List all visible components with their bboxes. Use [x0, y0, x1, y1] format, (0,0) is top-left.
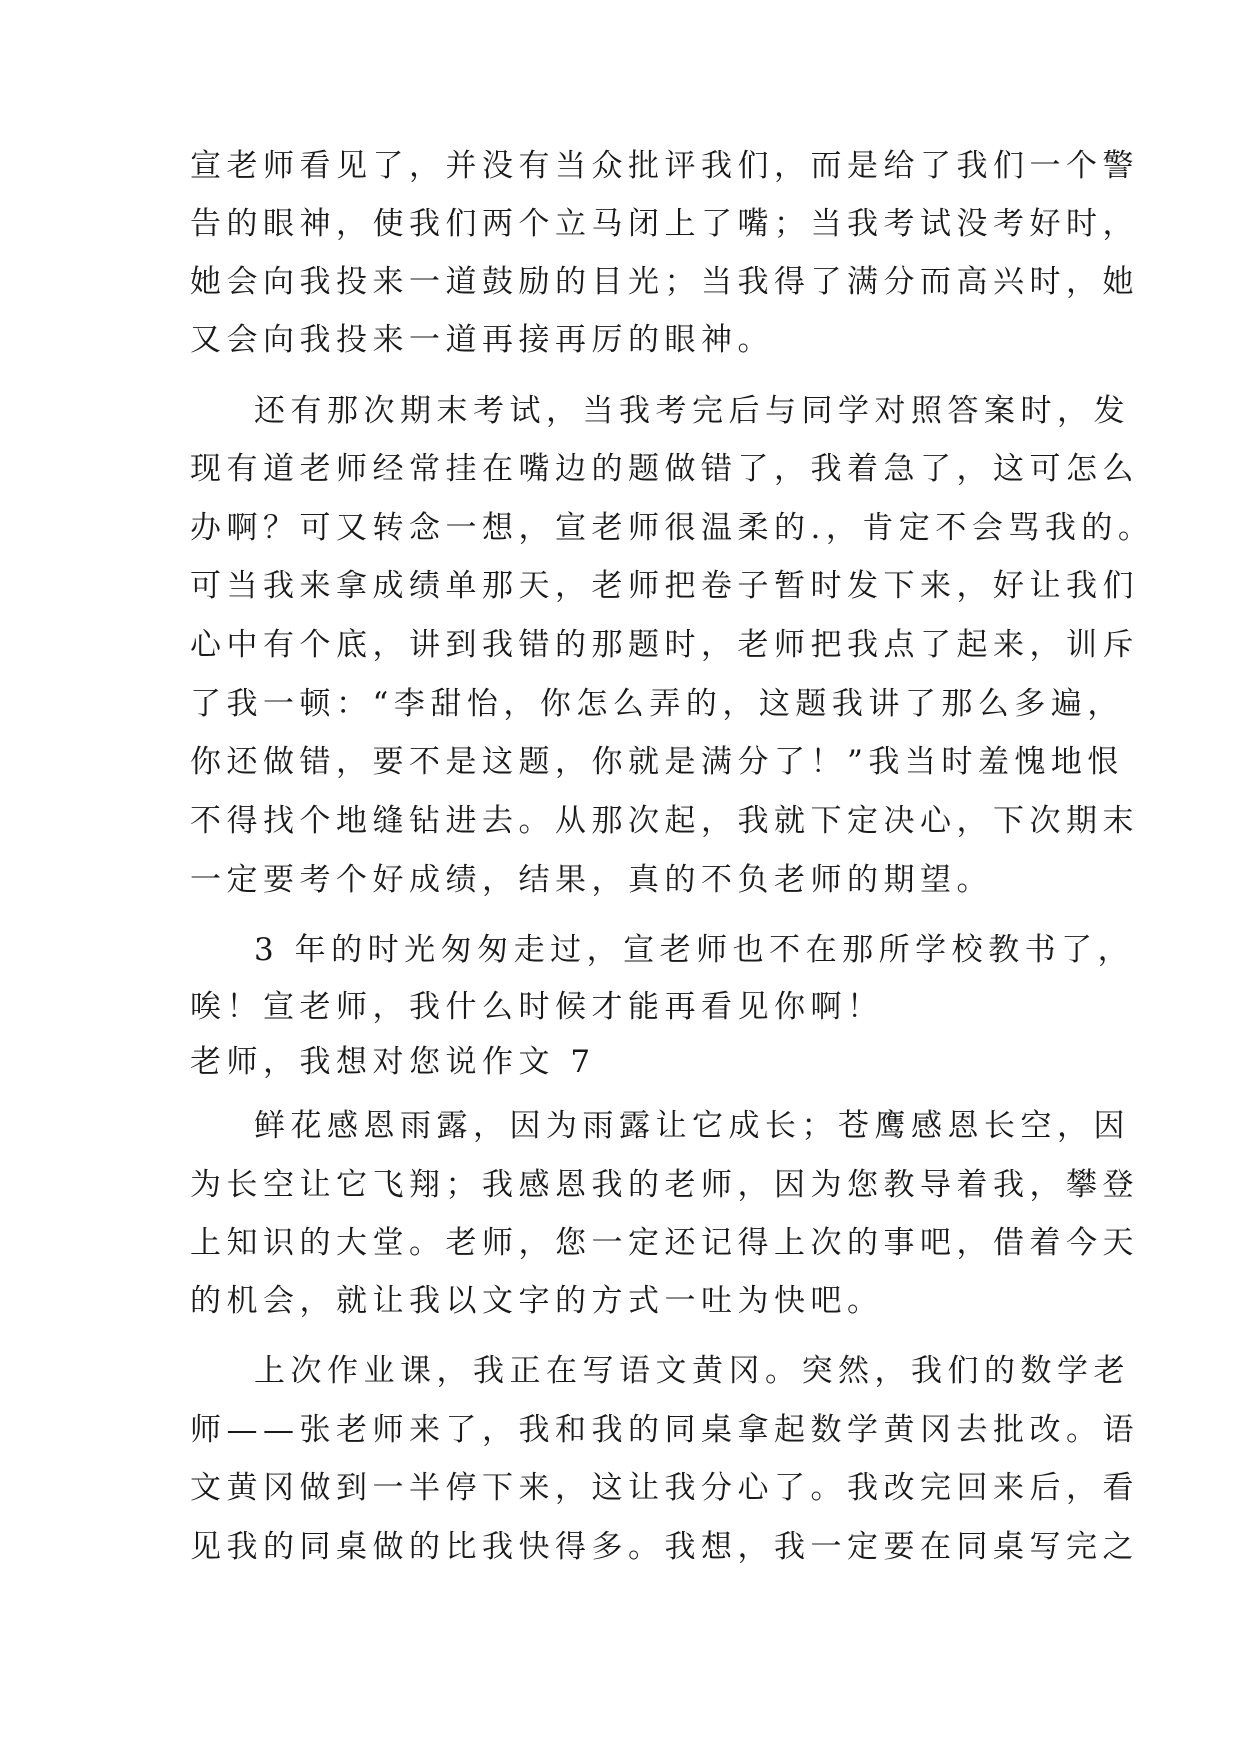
- paragraph-line: 唉！宣老师，我什么时候才能再看见你啊！: [190, 989, 884, 1025]
- paragraph-line: 现有道老师经常挂在嘴边的题做错了，我着急了，这可怎么: [190, 451, 1139, 487]
- paragraph-line: 了我一顿：“李甜怡，你怎么弄的，这题我讲了那么多遍，: [190, 686, 1124, 722]
- paragraph-line: 可当我来拿成绩单那天，老师把卷子暂时发下来，好让我们: [190, 568, 1139, 604]
- paragraph-line: 鲜花感恩雨露，因为雨露让它成长；苍鹰感恩长空，因: [254, 1108, 1130, 1144]
- paragraph-line: 的机会，就让我以文字的方式一吐为快吧。: [190, 1283, 884, 1319]
- paragraph-line: 一定要考个好成绩，结果，真的不负老师的期望。: [190, 862, 993, 898]
- paragraph-line: 见我的同桌做的比我快得多。我想，我一定要在同桌写完之: [190, 1529, 1139, 1565]
- paragraph-line: 不得找个地缝钻进去。从那次起，我就下定决心，下次期末: [190, 803, 1139, 839]
- paragraph-line: 又会向我投来一道再接再厉的眼神。: [190, 322, 774, 358]
- paragraph-line: 告的眼神，使我们两个立马闭上了嘴；当我考试没考好时，: [190, 206, 1139, 242]
- paragraph-line: 她会向我投来一道鼓励的目光；当我得了满分而高兴时，她: [190, 264, 1139, 300]
- paragraph-line: 办啊？可又转念一想，宣老师很温柔的.，肯定不会骂我的。: [190, 510, 1155, 546]
- paragraph-line: 你还做错，要不是这题，你就是满分了！”我当时羞愧地恨: [190, 744, 1124, 780]
- paragraph-line: 上知识的大堂。老师，您一定还记得上次的事吧，借着今天: [190, 1225, 1139, 1261]
- paragraph-line: 宣老师看见了，并没有当众批评我们，而是给了我们一个警: [190, 148, 1139, 184]
- paragraph-line: 文黄冈做到一半停下来，这让我分心了。我改完回来后，看: [190, 1470, 1139, 1506]
- paragraph-line: 3 年的时光匆匆走过，宣老师也不在那所学校教书了，: [254, 932, 1135, 968]
- section-heading: 老师，我想对您说作文 7: [190, 1044, 596, 1080]
- paragraph-line: 心中有个底，讲到我错的那题时，老师把我点了起来，训斥: [190, 627, 1139, 663]
- paragraph-line: 师——张老师来了，我和我的同桌拿起数学黄冈去批改。语: [190, 1412, 1139, 1448]
- paragraph-line: 还有那次期末考试，当我考完后与同学对照答案时，发: [254, 393, 1130, 429]
- paragraph-line: 上次作业课，我正在写语文黄冈。突然，我们的数学老: [254, 1353, 1130, 1389]
- paragraph-line: 为长空让它飞翔；我感恩我的老师，因为您教导着我，攀登: [190, 1167, 1139, 1203]
